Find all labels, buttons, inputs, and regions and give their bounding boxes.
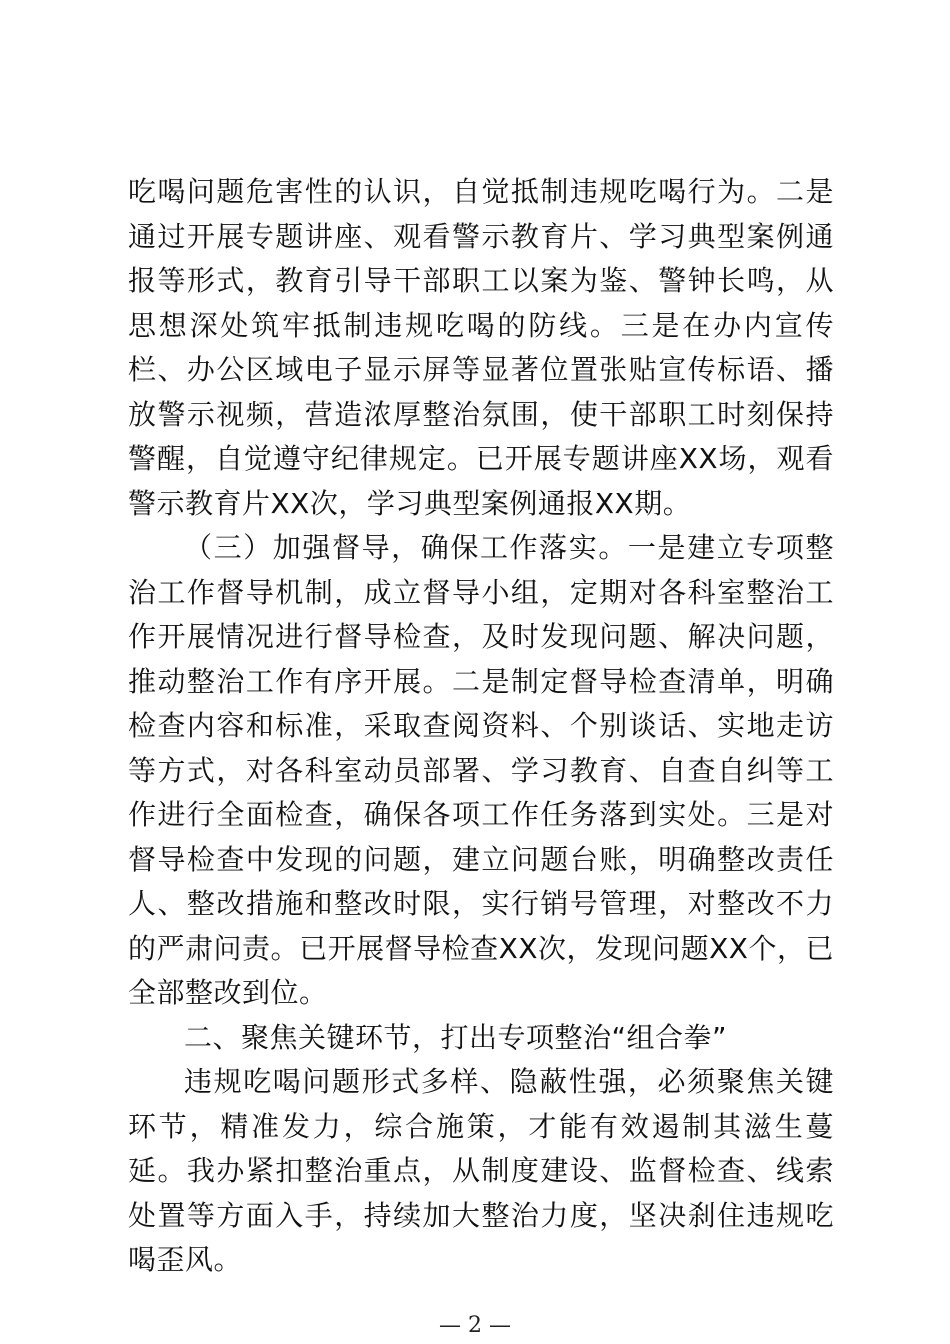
paragraph-supervision: （三）加强督导，确保工作落实。一是建立专项整治工作督导机制，成立督导小组，定期对各科室整治工作开展情况进行督导检查，及时发现问题、解决问题，推动整治工作有序开展。二是制定督导检查清单，明确检查内容和标准，采取查阅资料、个别谈话、实地走访等方式，对各科室动员部署、学习教育、自查自纠等工作进行全面检查，确保各项工作任务落到实处。三是对督导检查中发现的问题，建立问题台账，明确整改责任人、整改措施和整改时限，实行销号管理，对整改不力的严肃问责。已开展督导检查XX次，发现问题XX个，已全部整改到位。 [128, 531, 834, 1009]
section-heading: 二、聚焦关键环节，打出专项整治“组合拳” [184, 1020, 728, 1054]
paragraph-section-two: 违规吃喝问题形式多样、隐蔽性强，必须聚焦关键环节，精准发力，综合施策，才能有效遏制其滋生蔓延。我办紧扣整治重点，从制度建设、监督检查、线索处置等方面入手，持续加大整治力度，坚决刹住违规吃喝歪风。 [128, 1065, 834, 1276]
page-number: — 2 — [439, 1313, 511, 1338]
document-body [128, 170, 834, 1283]
paragraph-continuation: 吃喝问题危害性的认识，自觉抵制违规吃喝行为。二是通过开展专题讲座、观看警示教育片、学习典型案例通报等形式，教育引导干部职工以案为鉴、警钟长鸣，从思想深处筑牢抵制违规吃喝的防线。三是在办内宣传栏、办公区域电子显示屏等显著位置张贴宣传标语、播放警示视频，营造浓厚整治氛围，使干部职工时刻保持警醒，自觉遵守纪律规定。已开展专题讲座XX场，观看警示教育片XX次，学习典型案例通报XX期。 [128, 175, 834, 520]
